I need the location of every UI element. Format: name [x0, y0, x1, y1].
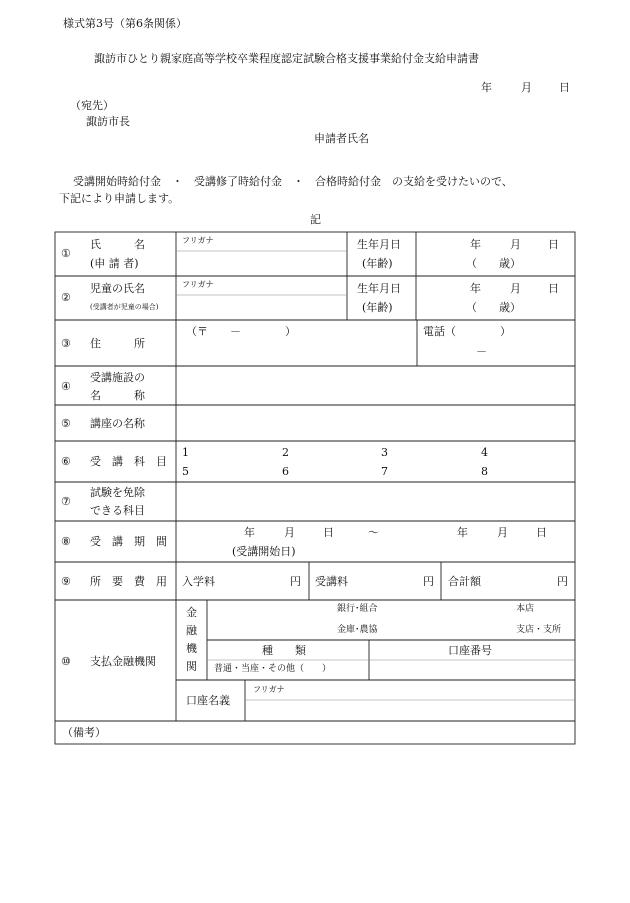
row4-label: 受講施設の — [90, 371, 145, 384]
subject-1: 1 — [182, 446, 189, 459]
period-tilde: ～ — [368, 526, 379, 539]
subject-2: 2 — [282, 446, 289, 459]
row1-label: 氏 名 — [90, 238, 145, 251]
row2-age-label: (年齢) — [362, 301, 393, 314]
subject-7: 7 — [381, 465, 388, 478]
row2-age: （ 歳） — [466, 301, 521, 314]
row1-number: ① — [61, 247, 71, 260]
row6-number: ⑥ — [61, 455, 71, 468]
row2-date-day: 日 — [548, 282, 559, 295]
row1-label-sub: (申 請 者) — [90, 257, 139, 270]
addressee-label: （宛先） — [70, 99, 114, 112]
date-year: 年 — [481, 81, 492, 94]
row2-label-sub: (受講者が児童の場合) — [90, 303, 159, 311]
row6-label: 受 講 科 目 — [90, 455, 167, 468]
kinyu-kikan-2: 融 — [186, 624, 197, 637]
admission-fee-yen: 円 — [290, 575, 301, 588]
row4-number: ④ — [61, 380, 71, 393]
account-type-options: 普通・当座・その他（ ） — [214, 664, 332, 674]
row2-furigana: フリガナ — [182, 280, 214, 289]
period-end-day: 日 — [536, 526, 547, 539]
date-month: 月 — [521, 81, 532, 94]
bank-union-label: 銀行･組合 — [337, 604, 378, 614]
ki-heading: 記 — [310, 213, 321, 226]
intro-line-1: 受講開始時給付金 ・ 受講修了時給付金 ・ 合格時給付金 の支給を受けたいので、 — [73, 175, 513, 188]
branch-label: 支店・支所 — [516, 625, 562, 635]
period-start-year: 年 — [244, 526, 255, 539]
phone-dash: － — [476, 345, 487, 358]
subject-3: 3 — [381, 446, 388, 459]
row9-number: ⑨ — [61, 575, 71, 588]
applicant-name-label: 申請者氏名 — [314, 132, 369, 145]
row1-age-label: (年齢) — [362, 257, 393, 270]
postal-code: （〒 － ） — [186, 325, 296, 338]
account-name-label: 口座名義 — [186, 694, 230, 707]
row7-label: 試験を免除 — [90, 486, 145, 499]
row2-label: 児童の氏名 — [90, 282, 145, 295]
date-day: 日 — [559, 81, 570, 94]
row2-date-month: 月 — [510, 282, 521, 295]
row1-age: （ 歳） — [466, 257, 521, 270]
account-number-header: 口座番号 — [448, 644, 492, 657]
remarks-label: （備考） — [62, 726, 106, 739]
phone-label: 電話（ ） — [423, 325, 511, 338]
total-yen: 円 — [557, 575, 568, 588]
row2-date-year: 年 — [470, 282, 481, 295]
row1-date-month: 月 — [510, 238, 521, 251]
row1-date-year: 年 — [470, 238, 481, 251]
row1-birth-label: 生年月日 — [357, 238, 401, 251]
subject-6: 6 — [282, 465, 289, 478]
subject-8: 8 — [481, 465, 488, 478]
tuition-fee-label: 受講料 — [315, 575, 348, 588]
period-start-month: 月 — [284, 526, 295, 539]
row1-date-day: 日 — [548, 238, 559, 251]
account-name-furigana: フリガナ — [253, 685, 285, 694]
row3-label: 住 所 — [90, 337, 145, 350]
period-start-day: 日 — [323, 526, 334, 539]
row2-birth-label: 生年月日 — [357, 282, 401, 295]
page-title: 諏訪市ひとり親家庭高等学校卒業程度認定試験合格支援事業給付金支給申請書 — [94, 52, 479, 65]
account-type-header: 種 類 — [262, 644, 306, 657]
kinyu-kikan-4: 関 — [186, 660, 197, 673]
form-number: 様式第3号（第6条関係） — [63, 17, 187, 30]
start-date-note: (受講開始日) — [232, 545, 296, 558]
row10-number: ⑩ — [61, 655, 71, 668]
row8-number: ⑧ — [61, 535, 71, 548]
row2-number: ② — [61, 291, 71, 304]
kinyu-kikan-3: 機 — [186, 642, 197, 655]
row10-label: 支払金融機関 — [90, 655, 156, 668]
row7-label-sub: できる科目 — [90, 504, 145, 517]
subject-4: 4 — [481, 446, 488, 459]
intro-line-2: 下記により申請します。 — [59, 192, 180, 205]
total-label: 合計額 — [448, 575, 481, 588]
admission-fee-label: 入学料 — [182, 575, 215, 588]
row9-label: 所 要 費 用 — [90, 575, 167, 588]
shinkin-noukyou-label: 金庫･農協 — [337, 625, 378, 635]
row4-label-sub: 名 称 — [90, 389, 145, 402]
addressee: 諏訪市長 — [86, 115, 130, 128]
row8-label: 受 講 期 間 — [90, 535, 167, 548]
row3-number: ③ — [61, 337, 71, 350]
kinyu-kikan-1: 金 — [186, 606, 197, 619]
tuition-fee-yen: 円 — [423, 575, 434, 588]
head-office-label: 本店 — [516, 604, 535, 614]
subject-5: 5 — [182, 465, 189, 478]
period-end-year: 年 — [457, 526, 468, 539]
period-end-month: 月 — [497, 526, 508, 539]
row7-number: ⑦ — [61, 495, 71, 508]
row5-number: ⑤ — [61, 417, 71, 430]
row1-furigana: フリガナ — [182, 236, 214, 245]
row5-label: 講座の名称 — [90, 417, 145, 430]
